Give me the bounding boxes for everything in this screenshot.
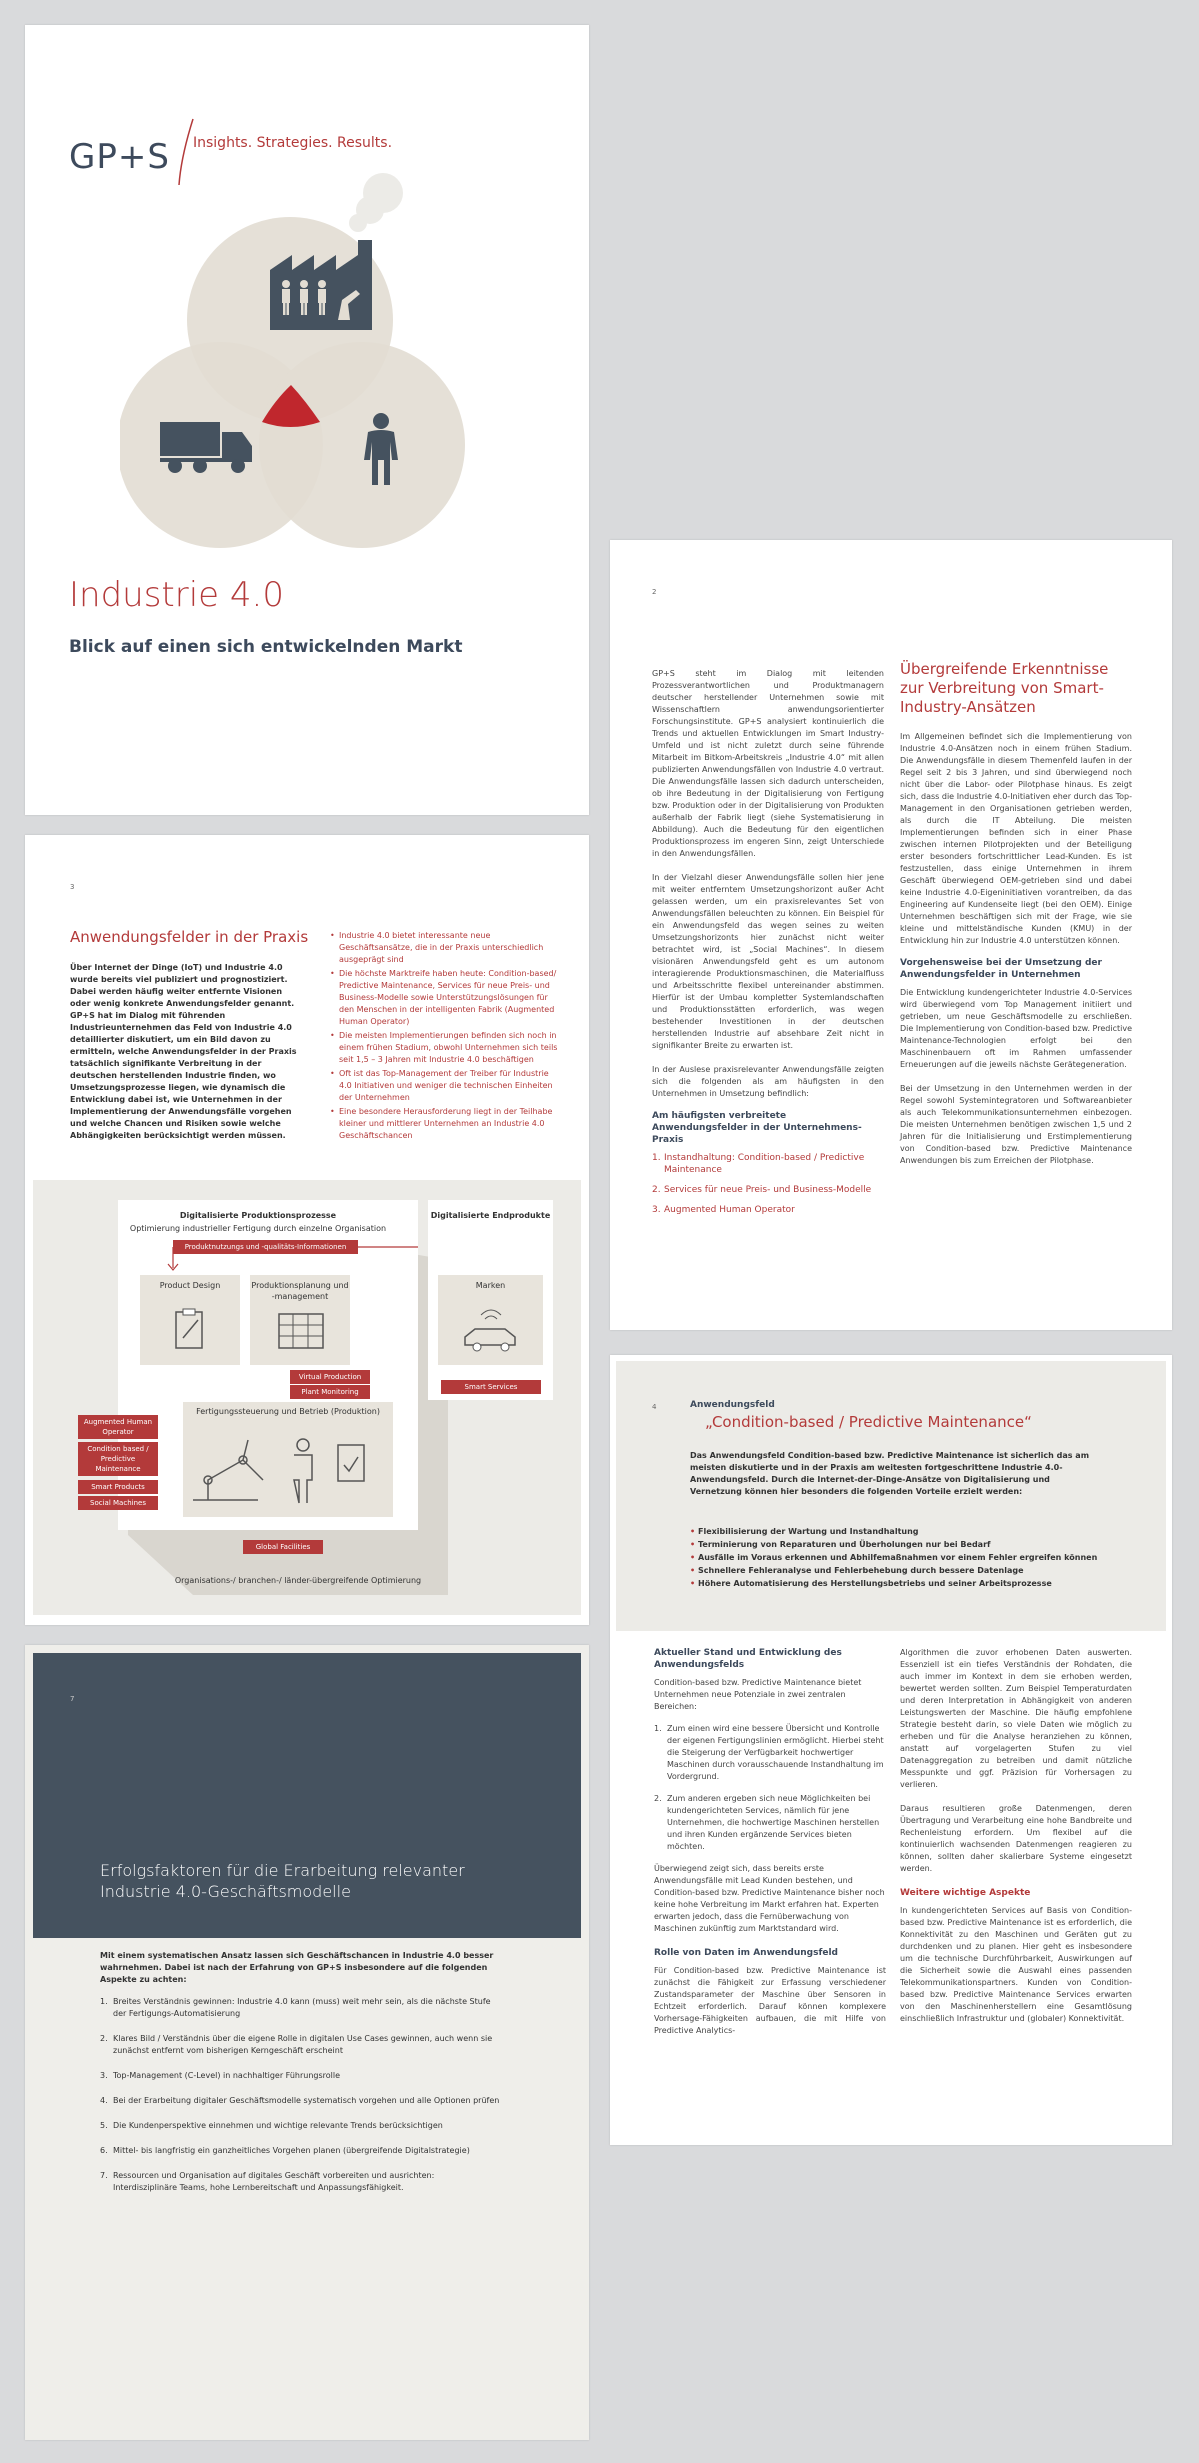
feature-intro: Das Anwendungsfeld Condition-based bzw. Predictive Maintenance ist sicherlich das am meisten diskutierte und in der Praxis am weitesten fortgeschrittene Industrie 4.0-Anwendungsfeld. Durch die Internet-der-Dinge-Ansätze von Digitalisierung und Vernetzung können hier besonders die folgenden Vorteile erzielt werden: <box>690 1451 1090 1496</box>
success-factors <box>100 1950 500 2207</box>
paragraph: In kundengerichteten Services auf Basis von Condition-based bzw. Predictive Maintenance ist es erforderlich, die Konnektivität zu den Maschinen und Geräten gut zu durchdenken und zu planen. Hier geht es insbesondere um die technische Durchführbarkeit, Auswirkungen auf die Sicherheit sowie die Auswahl eines passenden Telekommunikationspartners. Kunden von Condition-based bzw. Predictive Maintenance Services erwarten von den Maschinenherstellern eine Gesamtlösung einschließlich Infrastruktur und (globaler) Konnektivität. <box>900 1906 1132 2023</box>
page-number: 2 <box>652 588 657 596</box>
feature-label: Anwendungsfeld <box>690 1400 775 1410</box>
panel-title: Digitalisierte Endprodukte <box>430 1211 551 1220</box>
cover-page <box>25 25 589 815</box>
steam-cloud <box>349 214 367 232</box>
smart-services-tag: Smart Services <box>441 1380 541 1394</box>
list-item: 3. Top-Management (C-Level) in nachhaltiger Führungsrolle <box>100 2071 341 2080</box>
page-3 <box>25 835 589 1625</box>
paragraph: Bei der Umsetzung in den Unternehmen werden in der Regel sowohl Systemintegratoren und Softwareanbieter als auch Telekommunikationsunternehmen einbezogen. Die meisten Unternehmen benötigen zwischen 1,5 und 2 Jahren für die Initialisierung und Erstimplementierung von Condition-based bzw. Predictive Maintenance Anwendungen bis zum Erreichen der Pilotphase. <box>900 1084 1132 1165</box>
paragraph: Die Entwicklung kundengerichteter Industrie 4.0-Services wird überwiegend vom Top Management initiiert und getrieben, um neue Geschäftsmodelle zu erschließen. Die Implementierung von Condition-based bzw. Predictive Maintenance-Technologien erfolgt bei den Maschinenbauern oft im Rahmen umfassender Erneuerungen auf die jeweils nächste Gerätegeneration. <box>900 988 1132 1069</box>
list-item: 2. Services für neue Preis- und Business-Modelle <box>652 1185 872 1195</box>
feature-title: „Condition-based / Predictive Maintenance“ <box>705 1413 1032 1431</box>
list-item: 4. Bei der Erarbeitung digitaler Geschäftsmodelle systematisch vorgehen und alle Optionen prüfen <box>100 2096 500 2105</box>
application-tag: Smart Products <box>78 1480 158 1494</box>
robot-arm-icon <box>193 1440 263 1500</box>
section-title <box>100 1860 465 1902</box>
connected-car-icon <box>461 1305 521 1355</box>
success-factors-list <box>100 1996 500 2194</box>
left-column <box>654 1647 886 2037</box>
numbered-list <box>654 1723 886 1853</box>
list-item: 3. Augmented Human Operator <box>652 1205 795 1215</box>
paragraph: In der Auslese praxisrelevanter Anwendungsfälle zeigten sich die folgenden als am häufigsten in den Unternehmen in Umsetzung befindlich: <box>652 1065 884 1098</box>
list-item: • Die meisten Implementierungen befinden sich noch in einem frühen Stadium, obwohl Unternehmen sich teils seit 1,5 – 3 Jahren mit Industrie 4.0 beschäftigen <box>330 1030 562 1066</box>
page-7 <box>25 1645 589 2440</box>
box-label: Fertigungssteuerung und Betrieb (Produktion) <box>196 1407 380 1416</box>
right-column <box>900 660 1132 1167</box>
page-4 <box>610 1355 1172 2145</box>
list-item: 5. Die Kundenperspektive einnehmen und wichtige relevante Trends berücksichtigen <box>100 2121 443 2130</box>
box-label: Marken <box>475 1281 506 1290</box>
plant-monitoring-tag: Plant Monitoring <box>290 1385 370 1399</box>
list-item: • Oft ist das Top-Management der Treiber für Industrie 4.0 Initiativen und weniger die technischen Einheiten der Unternehmen <box>330 1068 562 1104</box>
box-label: Product Design <box>159 1281 221 1290</box>
global-facilities-tag: Global Facilities <box>243 1540 323 1554</box>
paragraph: GP+S steht im Dialog mit leitenden Prozessverantwortlichen und Produktmanagern deutscher herstellender Unternehmen sowie mit Wissenschaftlern anwendungsorientierter Forschungsinstitute. GP+S analysiert kontinuierlich die Trends und aktuellen Entwicklungen im Smart Industry-Umfeld und ist nicht zuletzt durch seine führende Mitarbeit im Bitkom-Arbeitskreis „Industrie 4.0“ mit allen publizierten Anwendungsfällen von Industrie 4.0 vertraut. Die Anwendungsfälle lassen sich dadurch unterscheiden, ob ihre Bedeutung in der Digitalisierung von Fertigung bzw. Produktion oder in der Digitalisierung von Produkten außerhalb der Fabrik liegt (siehe Systematisierung in Abbildung). Auch die Bedeutung für den eigentlichen Produktionsprozess im engeren Sinn, zeigt Unterschiede in den Anwendungsfällen. <box>652 669 884 858</box>
right-column <box>900 1647 1132 2025</box>
list-item: 1. Zum einen wird eine bessere Übersicht und Kontrolle der eigenen Fertigungslinien ermöglicht. Hierbei steht die Steigerung der Verfügbarkeit hochwertiger Maschinen durch vorausschauende Instandhaltung im Vordergrund. <box>654 1724 884 1781</box>
title-line: Erfolgsfaktoren für die Erarbeitung relevanter <box>100 1861 465 1880</box>
section-title: Anwendungsfelder in der Praxis <box>70 928 309 946</box>
list-item: 2. Klares Bild / Verständnis über die eigene Rolle in digitalen Use Cases gewinnen, auch wenn sie zunächst entfernt vom bisherigen Kerngeschäft erscheint <box>100 2034 493 2055</box>
application-tag: Social Machines <box>78 1496 158 1510</box>
virtual-production-tag: Virtual Production <box>290 1370 370 1384</box>
section-title: Übergreifende Erkenntnisse zur Verbreitung von Smart-Industry-Ansätzen <box>900 660 1109 716</box>
logo-text: GP+S <box>69 137 170 177</box>
panel-title: Digitalisierte Produktionsprozesse <box>179 1211 337 1220</box>
key-findings-list <box>330 930 562 1144</box>
list-item: • Höhere Automatisierung des Herstellungsbetriebs und seiner Arbeitsprozesse <box>690 1577 1100 1590</box>
section-heading: Rolle von Daten im Anwendungsfeld <box>654 1948 838 1958</box>
checklist-icon <box>338 1445 364 1481</box>
list-item: 1. Breites Verständnis gewinnen: Industrie 4.0 kann (muss) weit mehr sein, als die nächste Stufe der Fertigungs-Automatisierung <box>100 1997 491 2018</box>
paragraph: Überwiegend zeigt sich, dass bereits erste Anwendungsfälle mit Lead Kunden bestehen, und Condition-based bzw. Predictive Maintenance bisher noch keine hohe Verbreitung im Markt erfahren hat. Experten erwarten jedoch, dass die Fernüberwachung von Maschinen zukünftig zum Marktstandard wird. <box>654 1864 885 1933</box>
paragraph: Condition-based bzw. Predictive Maintenance bietet Unternehmen neue Potenziale in zwei zentralen Bereichen: <box>654 1678 862 1711</box>
list-item: 7. Ressourcen und Organisation auf digitales Geschäft vorbereiten und ausrichten: Interdisziplinäre Teams, hohe Lernbereitschaft und Anpassungsfähigkeit. <box>100 2171 435 2192</box>
list-item: 1. Instandhaltung: Condition-based / Predictive Maintenance <box>652 1153 865 1175</box>
paragraph: In der Vielzahl dieser Anwendungsfälle sollen hier jene mit weiter entferntem Umsetzungshorizont außer Acht gelassen werden, um ein praxisrelevantes Set von Anwendungsfällen beleuchten zu können. Ein Beispiel für ein Anwendungsfeld das wegen seines zu weiten Umsetzungshorizonts hier zunächst nicht weiter betrachtet wird, ist „Social Machines“. In diesem visionären Anwendungsfeld geht es um autonom interagierende Produktionsmaschinen, die Materialfluss und Arbeitsschritte flexibel untereinander abstimmen. Hierfür ist der Umbau kompletter Systemlandschaften und Produktionsstätten erforderlich, was wegen bestehender Investitionen in der deutschen herstellenden Industrie auf absehbare Zeit nicht in signifikanter Breite zu erwarten ist. <box>652 873 884 1050</box>
list-item: • Ausfälle im Voraus erkennen und Abhilfemaßnahmen vor einem Fehler ergreifen können <box>690 1551 1100 1564</box>
list-item: • Industrie 4.0 bietet interessante neue Geschäftsansätze, die in der Praxis unterschiedlich ausgeprägt sind <box>330 930 562 966</box>
application-tag: Augmented Human Operator <box>78 1415 158 1439</box>
info-bar: Produktnutzungs und -qualitäts-Informationen <box>173 1240 358 1254</box>
page-number: 4 <box>652 1403 657 1411</box>
arrow-connector <box>118 1246 418 1276</box>
application-tag: Condition based / Predictive Maintenance <box>78 1442 158 1476</box>
industry40-diagram <box>33 1180 581 1615</box>
paragraph: Im Allgemeinen befindet sich die Implementierung von Industrie 4.0-Ansätzen noch in einem frühen Stadium. Die Anwendungsfälle in diesem Themenfeld laufen in der Regel seit 2 bis 3 Jahren, und sind überwiegend noch nicht über die Labor- oder Pilotphase hinaus. Es zeigt sich, dass die Industrie 4.0-Initiativen eher durch das Top-Management in den Organisationen getrieben werden, als durch die IT Abteilung. Die meisten Implementierungen befinden sich in einer Phase zwischen internen Pilotprojekten und der Beteiligung erster besonders fortschrittlicher Lead-Kunden. Es ist festzustellen, dass einige Unternehmen in ihrem Geschäft überwiegend OEM-getrieben sind und dabei keine Industrie 4.0-Eigeninitiativen vorantreiben, da das Engineering auf Kundenseite liegt (bei den OEM). Einige Unternehmen beschäftigen sich mit der Frage, wie sie kleine und mittelständische Kunden (KMU) in der Entwicklung hin zur Industrie 4.0 unterstützen können. <box>900 732 1132 945</box>
section-heading: Weitere wichtige Aspekte <box>900 1888 1031 1898</box>
section-heading: Vorgehensweise bei der Umsetzung der Anwendungsfelder in Unternehmen <box>900 958 1102 980</box>
list-item: • Die höchste Marktreife haben heute: Condition-based/ Predictive Maintenance, Services für neue Preis- und Business-Modelle sowie Unterstützungslösungen für den Menschen in der intelligenten Fabrik (Augmented Human Operator) <box>330 968 562 1028</box>
section-heading: Aktueller Stand und Entwicklung des Anwendungsfelds <box>654 1648 842 1670</box>
application-fields-list <box>652 1152 884 1216</box>
manufacturing-icons <box>188 1425 388 1510</box>
panel-subtitle: Optimierung industrieller Fertigung durch einzelne Organisation <box>129 1224 387 1233</box>
paragraph: Algorithmen die zuvor erhobenen Daten auswerten. Essenziell ist ein tiefes Verständnis der Rohdaten, die auch immer im Kontext in dem sie erhoben werden, bewertet werden sollten. Zum Beispiel Temperaturdaten und deren Interpretation in Abhängigkeit von anderen Leistungswerten der Maschine. Die häufig empfohlene Strategie besteht darin, so viele Daten wie möglich zu erheben und für die Analyse heranziehen zu können, anstatt auf vorgelagerten Stufen zu viel Datenaggregation zu betreiben und damit nützliche Messpunkte und ggf. Präzision für Vorhersagen zu verlieren. <box>900 1648 1132 1789</box>
intro-text: Über Internet der Dinge (IoT) und Industrie 4.0 wurde bereits viel publiziert und prognostiziert. Dabei werden häufig weiter entfernte Visionen oder wenig konkrete Anwendungsfelder genannt. GP+S hat im Dialog mit führenden Industrieunternehmen das Feld von Industrie 4.0 detaillierter diskutiert, um ein Bild davon zu ermitteln, welche Anwendungsfelder in der Praxis tatsächlich signifikante Verbreitung in der deutschen herstellenden Industrie finden, wo Umsetzungsprozesse liegen, wie dynamisch die Entwicklung dabei ist, wie Unternehmen in der Implementierung der Anwendungsfälle vorgehen und welche Chancen und Risiken sowie welche Abhängigkeiten berücksichtigt werden müssen. <box>70 963 297 1140</box>
cover-title: Industrie 4.0 <box>69 575 284 615</box>
paragraph: Daraus resultieren große Datenmengen, deren Übertragung und Verarbeitung eine hohe Bandbreite und Rechenleistung erfordern. Um flexibel auf die kontinuierlich wachsenden Datenmengen reagieren zu können, sollten daher skalierbare Systeme eingesetzt werden. <box>900 1804 1132 1873</box>
list-heading: Am häufigsten verbreitete Anwendungsfelder in der Unternehmens-Praxis <box>652 1111 862 1145</box>
list-item: • Terminierung von Reparaturen und Überholungen nur bei Bedarf <box>690 1538 1100 1551</box>
venn-circle-right <box>259 342 465 548</box>
worker-icon <box>294 1439 312 1503</box>
steam-cloud <box>363 173 403 213</box>
clipboard-icon <box>173 1308 209 1352</box>
logo-tagline: Insights. Strategies. Results. <box>193 135 393 151</box>
venn-diagram <box>120 160 520 560</box>
list-item: • Flexibilisierung der Wartung und Instandhaltung <box>690 1525 1100 1538</box>
lead-text: Mit einem systematischen Ansatz lassen sich Geschäftschancen in Industrie 4.0 besser wahrnehmen. Dabei ist nach der Erfahrung von GP+S insbesondere auf die folgenden Aspekte zu achten: <box>100 1951 494 1984</box>
bottom-caption: Organisations-/ branchen-/ länder-übergreifende Optimierung <box>174 1576 422 1585</box>
list-item: 6. Mittel- bis langfristig ein ganzheitliches Vorgehen planen (übergreifende Digitalstrategie) <box>100 2146 470 2155</box>
page-number: 7 <box>70 1695 75 1703</box>
title-line: Industrie 4.0-Geschäftsmodelle <box>100 1882 351 1901</box>
list-item: • Eine besondere Herausforderung liegt in der Teilhabe kleiner und mittlerer Unternehmen an Industrie 4.0 Geschäftschancen <box>330 1106 562 1142</box>
paragraph: Für Condition-based bzw. Predictive Maintenance ist zunächst die Fähigkeit zur Erfassung verschiedener Zustandsparameter der Maschine über Sensoren in Echtzeit erforderlich. Darauf können komplexere Vorhersage-Fähigkeiten aufbauen, die mit Hilfe von Predictive Analytics- <box>654 1966 886 2035</box>
list-item: • Schnellere Fehleranalyse und Fehlerbehebung durch bessere Datenlage <box>690 1564 1100 1577</box>
cover-subtitle: Blick auf einen sich entwickelnden Markt <box>69 637 463 657</box>
box-label: Produktionsplanung und -management <box>251 1281 349 1301</box>
benefits-list <box>690 1525 1100 1590</box>
planning-board-icon <box>278 1313 324 1349</box>
page-2 <box>610 540 1172 1330</box>
list-item: 2. Zum anderen ergeben sich neue Möglichkeiten bei kundengerichteten Services, nämlich für jene Unternehmen, die hochwertige Maschinen herstellen und ihren Kunden ergänzende Services bieten möchten. <box>654 1794 880 1851</box>
left-column <box>652 668 884 1224</box>
page-number: 3 <box>70 883 75 891</box>
